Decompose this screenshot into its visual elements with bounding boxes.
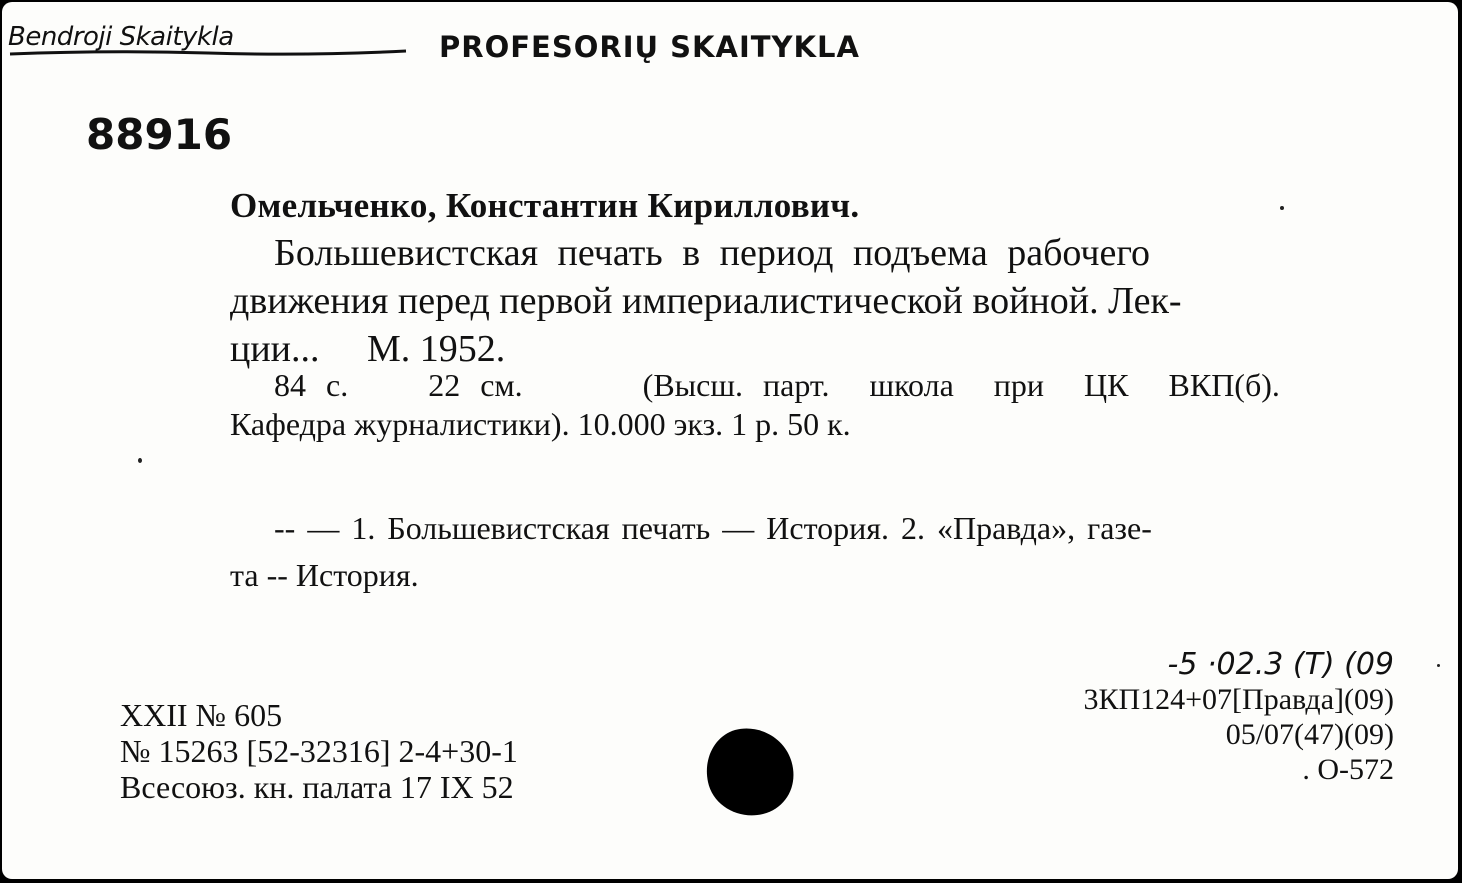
handwritten-note: -5 ·02.3 (Т) (09 <box>1167 647 1394 682</box>
physical-description: Кафедра журналистики). 10.000 экз. 1 р. 50 к. <box>230 406 851 442</box>
classification-block <box>1083 647 1394 787</box>
physical-description: 84 с. 22 см. (Высш. парт. школа при ЦК ВКП(б). <box>274 367 1280 403</box>
title-line: ции... М. 1952. <box>230 328 506 370</box>
stamp-underline <box>8 48 408 58</box>
registration-line: Всесоюз. кн. палата 17 IX 52 <box>120 769 514 805</box>
registration-block <box>120 697 518 805</box>
classification-line: . О-572 <box>1302 753 1394 786</box>
registration-line: № 15263 [52-32316] 2-4+30-1 <box>120 733 518 769</box>
classification-line: 3КП124+07[Правда](09) <box>1083 683 1394 716</box>
handwritten-stamp: Bendroji Skaitykla <box>8 22 234 52</box>
ink-blot <box>705 726 797 816</box>
classification-line: 05/07(47)(09) <box>1225 718 1394 751</box>
accession-number: 88916 <box>86 110 233 159</box>
title-line: Большевистская печать в период подъема рабочего <box>274 232 1151 274</box>
library-stamp: PROFESORIŲ SKAITYKLA <box>439 30 860 64</box>
subject-headings: -- — 1. Большевистская печать — История. 2. «Правда», газе- <box>274 510 1152 546</box>
registration-line: XXII № 605 <box>120 697 283 733</box>
author-heading: Омельченко, Константин Кириллович. <box>230 186 860 225</box>
ink-speck <box>138 458 142 463</box>
ink-speck <box>1437 664 1440 667</box>
title-line: движения перед первой империалистической войной. Лек- <box>230 280 1182 322</box>
catalog-card <box>2 2 1458 879</box>
ink-speck <box>1280 206 1284 210</box>
subject-headings: та -- История. <box>230 557 419 593</box>
